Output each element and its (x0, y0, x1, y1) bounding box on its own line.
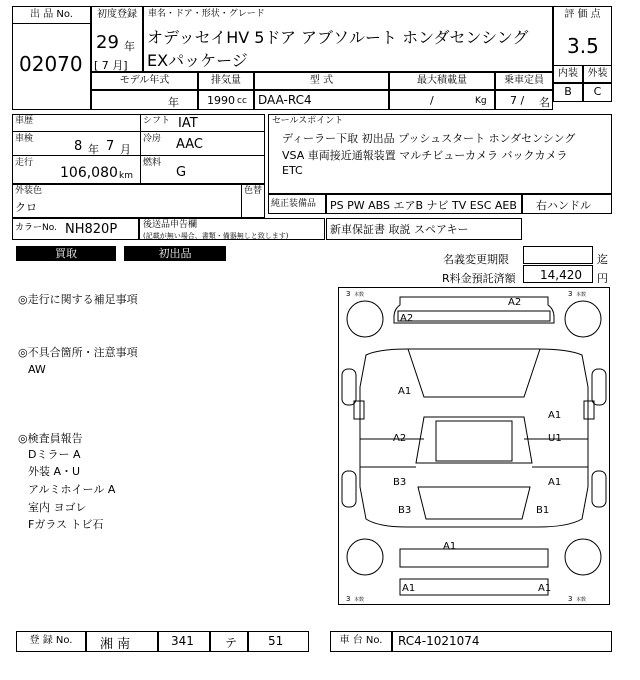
name-change-suffix: 迄 (597, 253, 608, 266)
car-damage-diagram (338, 287, 610, 605)
corner-tr-suffix: 本数 (576, 292, 587, 298)
first-listing-bar: 初出品 (124, 246, 226, 261)
inspector-line: 外装 A・U (28, 465, 81, 478)
exterior-color-box (12, 184, 265, 218)
roof-outline (436, 421, 512, 461)
exterior-color: クロ (15, 201, 37, 214)
mark-door-right: U1 (548, 433, 562, 444)
color-no: NH820P (65, 222, 118, 237)
sales-points-line1: ディーラー下取 初出品 プッシュスタート ホンダセンシング (282, 132, 576, 145)
chassis-label: 車 台 No. (339, 635, 383, 646)
reg-class: 341 (171, 634, 194, 648)
mirror-left (354, 401, 364, 419)
shipping-label: 後送品申告欄 (143, 220, 198, 230)
steering: 右ハンドル (536, 199, 591, 212)
mileage-km: km (119, 171, 133, 181)
history-divider (140, 114, 141, 184)
color-no-label: カラーNo. (15, 223, 57, 233)
color-change-divider (241, 184, 242, 218)
color-change-label: 色替 (244, 186, 263, 196)
corner-tl-suffix: 本数 (354, 292, 365, 298)
score-label: 評 価 点 (564, 9, 601, 20)
spec-load-slash: / (430, 94, 434, 107)
corner-tl-count: 3 (346, 290, 351, 298)
spec-model-year-label: モデル年式 (119, 75, 170, 86)
corner-tr-count: 3 (568, 290, 573, 298)
spec-capacity-unit: 名 (539, 96, 550, 109)
spec-displacement-label: 排気量 (211, 75, 241, 86)
history-row-line1 (12, 131, 265, 132)
buy-bar: 買取 (16, 246, 116, 261)
driving-notes-title: ◎走行に関する補足事項 (18, 293, 138, 306)
tyre-front-right (565, 301, 601, 337)
history-row-line2 (12, 155, 265, 156)
tyre-rear-right (565, 539, 601, 575)
corner-bl-suffix: 本数 (354, 597, 365, 603)
recycle-label: R料金預託済額 (442, 272, 516, 285)
rear-window-outline (418, 487, 530, 519)
history-label: 車歴 (15, 116, 34, 126)
mark-fender-right: A1 (548, 410, 562, 421)
car-desc-label: 車名・ドア・形状・グレード (148, 9, 265, 19)
mileage: 106,080 (60, 165, 118, 181)
exterior-color-label: 外装色 (15, 186, 43, 196)
cabin-outline (416, 417, 532, 463)
first-reg-year: 29 (96, 32, 119, 53)
mark-rear-bumper-left: A1 (402, 583, 416, 594)
mark-front-bumper-lower: A2 (400, 313, 414, 324)
car-name-line1: オデッセイHV 5ドア アブソルート ホンダセンシング (147, 28, 529, 47)
spec-load-label: 最大積載量 (417, 75, 467, 86)
inspection-month-unit: 月 (120, 143, 131, 156)
sales-points-label: セールスポイント (272, 116, 344, 126)
recycle-value: 14,420 (540, 268, 582, 282)
spec-capacity-label: 乗車定員 (504, 75, 544, 86)
mark-rear-bumper-right: A1 (538, 583, 552, 594)
diagram-frame (339, 288, 610, 605)
recycle-unit: 円 (597, 272, 608, 285)
reg-num: 51 (268, 634, 284, 648)
wheel-front-left (342, 369, 356, 405)
mark-quarter-right: B1 (536, 505, 550, 516)
fuel-label: 燃料 (143, 158, 162, 168)
exterior-label: 外装 (587, 68, 608, 79)
spec-year-suffix: 年 (168, 96, 179, 109)
front-bumper-inner (398, 311, 550, 321)
lot-label: 出 品 No. (30, 9, 73, 20)
inspector-line: Fガラス トビ石 (28, 518, 104, 531)
defects-title: ◎不具合箇所・注意事項 (18, 346, 138, 359)
car-name-line2: EXパッケージ (147, 51, 248, 70)
mark-quarter-left: B3 (398, 505, 412, 516)
exterior-value: C (593, 85, 602, 98)
name-change-label: 名義変更期限 (443, 253, 509, 266)
fuel-value: G (176, 165, 187, 180)
spec-model-year-cell (91, 90, 198, 110)
hood-outline (408, 349, 540, 397)
spec-type-label: 型 式 (309, 75, 334, 86)
spec-model-code: DAA-RC4 (258, 93, 312, 107)
rear-bumper-outline (400, 549, 548, 567)
wheel-front-right (592, 369, 606, 405)
mark-front-bumper: A2 (508, 297, 522, 308)
inspection-year: 8 (74, 139, 83, 154)
inspection-month: 7 (106, 139, 115, 154)
shift-value: IAT (178, 116, 198, 131)
spec-capacity: 7 / (510, 94, 525, 107)
wheel-rear-right (592, 471, 606, 507)
spec-kg: Kg (475, 96, 487, 106)
score-value: 3.5 (567, 34, 599, 58)
front-bumper-outline (394, 297, 554, 323)
spec-cc: cc (237, 96, 247, 106)
mark-door-left: A2 (393, 433, 407, 444)
shipping-note: (記載が無い場合、書類・備器無しと致します) (143, 232, 289, 240)
inspection-year-unit: 年 (88, 143, 99, 156)
ac-value: AAC (176, 137, 203, 152)
mirror-right (584, 401, 594, 419)
mark-rear-door-left: B3 (393, 477, 407, 488)
corner-bl-count: 3 (346, 595, 351, 603)
defects-value: AW (28, 363, 46, 376)
reg-kana: テ (225, 636, 238, 650)
spec-displacement: 1990 (207, 94, 235, 107)
reg-label: 登 録 No. (29, 635, 73, 646)
interior-value: B (564, 85, 572, 98)
equipment-label: 純正装備品 (271, 199, 317, 209)
mark-rear-door-right: A1 (548, 477, 562, 488)
wheel-rear-left (342, 471, 356, 507)
sales-points-line3: ETC (282, 164, 303, 177)
tyre-rear-left (347, 539, 383, 575)
reg-area: 湘 南 (100, 637, 131, 652)
first-reg-month: [ 7 月] (94, 59, 128, 72)
first-reg-year-unit: 年 (124, 40, 135, 53)
equipment-items: PS PW ABS エアB ナビ TV ESC AEB (330, 199, 517, 212)
warranty: 新車保証書 取説 スペアキー (330, 223, 469, 236)
inspector-line: Dミラー A (28, 448, 81, 461)
mark-tailgate: A1 (443, 541, 457, 552)
inspector-title: ◎検査員報告 (18, 432, 83, 445)
history-box (12, 114, 265, 184)
chassis-number: RC4-1021074 (398, 634, 480, 648)
tyre-front-left (347, 301, 383, 337)
corner-br-suffix: 本数 (576, 597, 587, 603)
first-reg-label: 初度登録 (97, 9, 137, 20)
corner-br-count: 3 (568, 595, 573, 603)
shift-label: シフト (143, 116, 171, 126)
mark-fender-left: A1 (398, 386, 412, 397)
name-change-box (523, 246, 593, 264)
interior-label: 内装 (558, 68, 578, 79)
ac-label: 冷房 (143, 134, 162, 144)
sales-points-line2: VSA 車両接近通報装置 マルチビューカメラ バックカメラ (282, 149, 568, 162)
inspection-label: 車検 (15, 134, 34, 144)
lot-number: 02070 (19, 52, 83, 76)
inspector-line: アルミホイール A (28, 483, 116, 496)
rear-bumper-lower (400, 579, 548, 595)
mileage-label: 走行 (15, 158, 34, 168)
inspector-line: 室内 ヨゴレ (28, 501, 87, 514)
